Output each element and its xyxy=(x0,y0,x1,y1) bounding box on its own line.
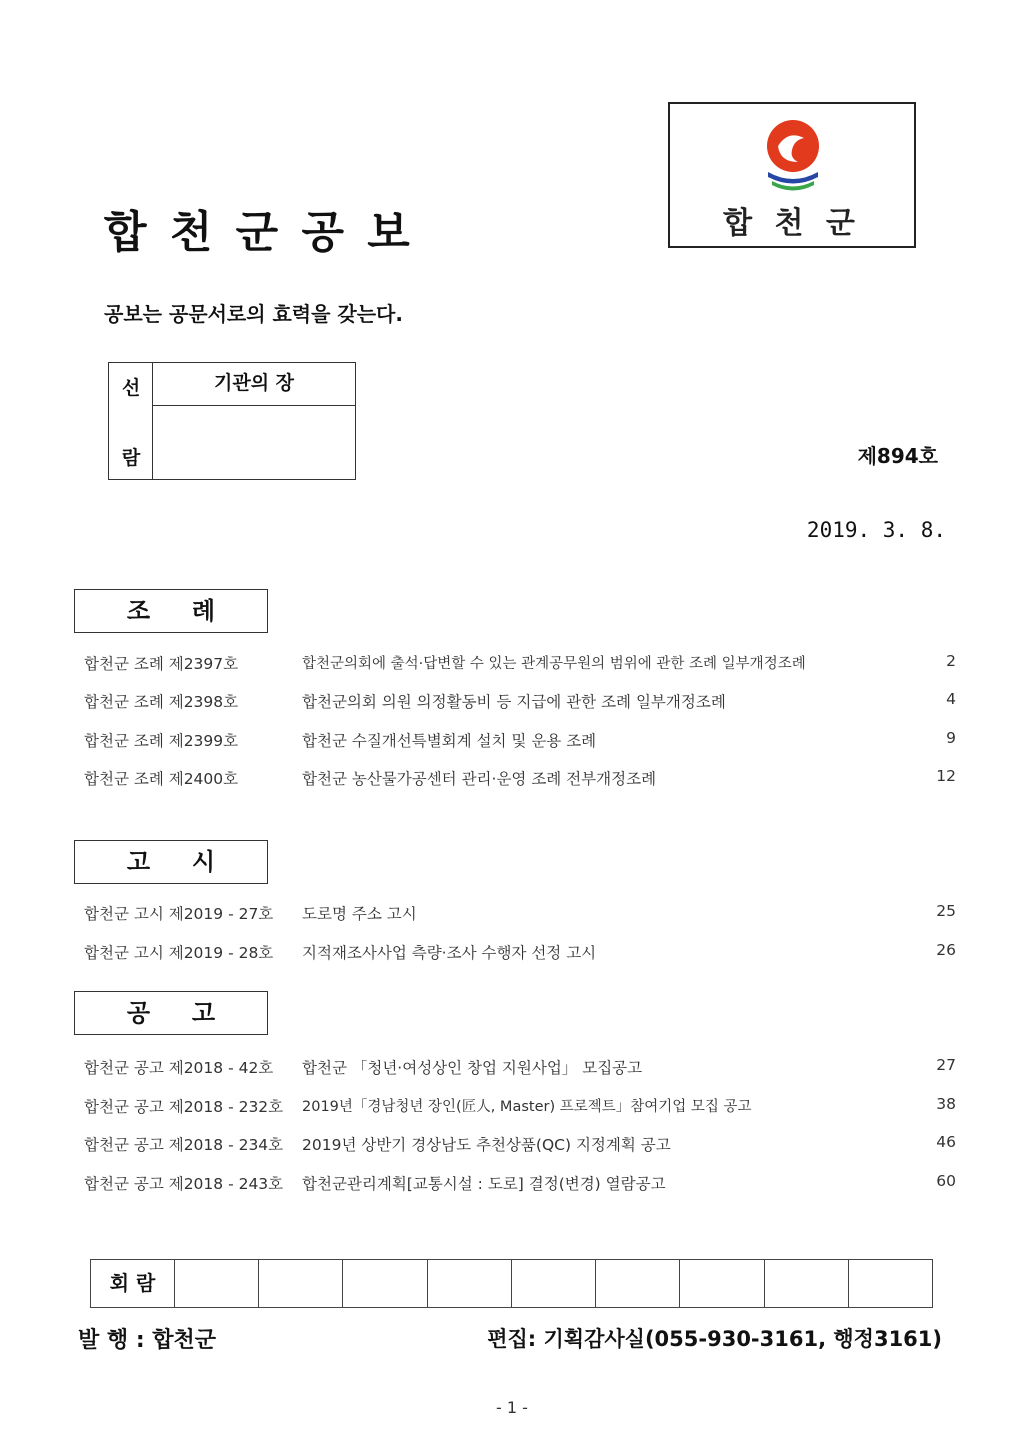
entry-page: 27 xyxy=(936,1056,956,1074)
entry-code: 합천군 공고 제2018 - 232호 xyxy=(84,1098,284,1116)
entry-title: 합천군 수질개선특별회계 설치 및 운용 조례 xyxy=(302,732,597,750)
logo-text: 합 천 군 xyxy=(723,206,861,241)
entry-title: 합천군의회 의원 의정활동비 등 지급에 관한 조례 일부개정조례 xyxy=(302,693,726,711)
circulation-cell xyxy=(849,1260,932,1307)
entry-page: 12 xyxy=(936,767,956,785)
circulation-cell xyxy=(680,1260,764,1307)
entry-page: 2 xyxy=(946,652,956,670)
entry-code: 합천군 조례 제2397호 xyxy=(84,655,239,673)
circulation-table xyxy=(90,1259,933,1308)
page-number: - 1 - xyxy=(496,1398,528,1417)
entry-title: 합천군 「청년·여성상인 창업 지원사업」 모집공고 xyxy=(302,1059,643,1077)
issue-number: 제894호 xyxy=(857,444,938,468)
review-label-char-2: 람 xyxy=(121,447,141,469)
section-heading-announcements: 공 고 xyxy=(74,991,268,1035)
entry-code: 합천군 고시 제2019 - 27호 xyxy=(84,905,274,923)
entry-page: 26 xyxy=(936,941,956,959)
entry-page: 38 xyxy=(936,1095,956,1113)
entry-title: 합천군관리계획[교통시설 : 도로] 결정(변경) 열람공고 xyxy=(302,1175,666,1193)
entry-page: 9 xyxy=(946,729,956,747)
entry-code: 합천군 공고 제2018 - 234호 xyxy=(84,1136,284,1154)
entry-page: 25 xyxy=(936,902,956,920)
section-heading-notices: 고 시 xyxy=(74,840,268,884)
circulation-cell xyxy=(596,1260,680,1307)
entry-page: 46 xyxy=(936,1133,956,1151)
page-title: 합 천 군 공 보 xyxy=(104,207,414,258)
entry-page: 4 xyxy=(946,690,956,708)
entry-code: 합천군 공고 제2018 - 42호 xyxy=(84,1059,274,1077)
entry-code: 합천군 고시 제2019 - 28호 xyxy=(84,944,274,962)
county-emblem-icon xyxy=(758,116,828,196)
entry-code: 합천군 공고 제2018 - 243호 xyxy=(84,1175,284,1193)
entry-page: 60 xyxy=(936,1172,956,1190)
circulation-cell xyxy=(259,1260,343,1307)
entry-title: 2019년 상반기 경상남도 추천상품(QC) 지정계획 공고 xyxy=(302,1136,671,1154)
entry-title: 지적재조사사업 측량·조사 수행자 선정 고시 xyxy=(302,944,597,962)
circulation-cell xyxy=(765,1260,849,1307)
review-header: 기관의 장 xyxy=(153,363,355,406)
editor-contact: 편집: 기획감사실(055-930-3161, 행정3161) xyxy=(487,1327,942,1351)
entry-title: 합천군의회에 출석·답변할 수 있는 관계공무원의 범위에 관한 조례 일부개정조례 xyxy=(302,656,806,672)
section-heading-ordinances: 조 례 xyxy=(74,589,268,633)
entry-code: 합천군 조례 제2398호 xyxy=(84,693,239,711)
logo-box xyxy=(668,102,916,248)
publisher: 발 행 : 합천군 xyxy=(78,1328,217,1353)
issue-date: 2019. 3. 8. xyxy=(806,518,946,542)
circulation-label: 회 람 xyxy=(91,1260,175,1307)
entry-code: 합천군 조례 제2400호 xyxy=(84,770,239,788)
entry-title: 도로명 주소 고시 xyxy=(302,905,417,923)
subtitle: 공보는 공문서로의 효력을 갖는다. xyxy=(104,302,403,326)
entry-title: 합천군 농산물가공센터 관리·운영 조례 전부개정조례 xyxy=(302,770,657,788)
entry-title: 2019년「경남청년 장인(匠人, Master) 프로젝트」참여기업 모집 공고 xyxy=(302,1099,752,1115)
entry-code: 합천군 조례 제2399호 xyxy=(84,732,239,750)
review-label-char-1: 선 xyxy=(121,377,141,399)
review-box xyxy=(108,362,356,480)
circulation-cell xyxy=(512,1260,596,1307)
circulation-cell xyxy=(343,1260,427,1307)
circulation-cell xyxy=(428,1260,512,1307)
circulation-cell xyxy=(175,1260,259,1307)
